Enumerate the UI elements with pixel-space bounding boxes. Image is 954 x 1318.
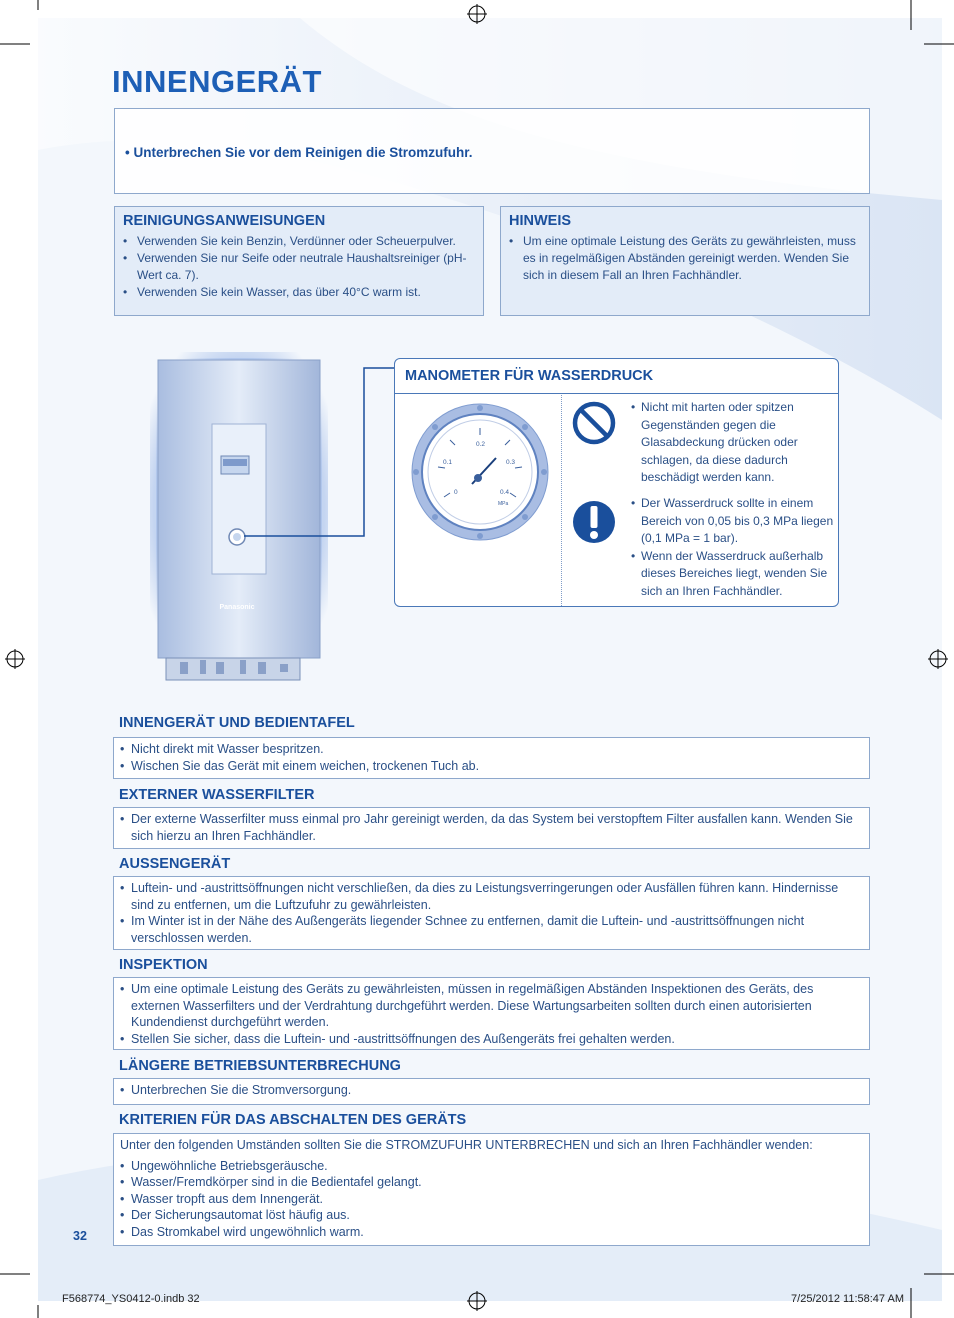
- note-title: HINWEIS: [509, 213, 572, 229]
- outdoor-section-title: AUSSENGERÄT: [119, 856, 231, 872]
- list-item: • Wischen Sie das Gerät mit einem weichen, trockenen Tuch ab.: [120, 758, 863, 775]
- list-item: • Verwenden Sie nur Seife oder neutrale Haushaltsreiniger (pH-Wert ca. 7).: [115, 250, 483, 284]
- list-item: • Nicht direkt mit Wasser bespritzen.: [120, 741, 863, 758]
- list-item: • Wasser/Fremdkörper sind in die Bedientafel gelangt.: [120, 1174, 863, 1191]
- note-box: [500, 206, 870, 316]
- caution-icon: [571, 497, 617, 547]
- panel-section-box: [113, 737, 870, 779]
- cleaning-instructions-title: REINIGUNGSANWEISUNGEN: [123, 213, 326, 229]
- footer-timestamp: 7/25/2012 11:58:47 AM: [791, 1293, 904, 1305]
- list-item: • Der Sicherungsautomat löst häufig aus.: [120, 1207, 863, 1224]
- gauge-label: 0.4: [500, 489, 510, 496]
- filter-section-title: EXTERNER WASSERFILTER: [119, 787, 315, 803]
- list-item: • Unterbrechen Sie die Stromversorgung.: [120, 1082, 863, 1099]
- longstop-section-title: LÄNGERE BETRIEBSUNTERBRECHUNG: [119, 1058, 401, 1074]
- list-item: • Wasser tropft aus dem Innengerät.: [120, 1191, 863, 1208]
- inspection-section-box: [113, 977, 870, 1050]
- footer-file-name: F568774_YS0412-0.indb 32: [62, 1293, 200, 1305]
- shutdown-section-title: KRITERIEN FÜR DAS ABSCHALTEN DES GERÄTS: [119, 1112, 467, 1128]
- list-item: • Luftein- und -austrittsöffnungen nicht verschließen, da dies zu Leistungsverringerungen oder Ausfällen führen kann. Hindernisse sind zu entfernen, um die Luftzufuhr zu gewährleisten.: [120, 880, 863, 913]
- list-item: • Verwenden Sie kein Benzin, Verdünner oder Scheuerpulver.: [115, 233, 483, 250]
- gauge-label: 0.2: [476, 441, 486, 448]
- shutdown-intro: Unter den folgenden Umständen sollten Sie die STROMZUFUHR UNTERBRECHEN und sich an Ihren Fachhändler wenden:: [120, 1138, 813, 1152]
- gauge-label: 0.1: [443, 459, 453, 466]
- list-item: • Um eine optimale Leistung des Geräts zu gewährleisten, müssen in regelmäßigen Abständen Inspektionen des Geräts, des externen Wasserfilters und der Verdrahtung durchgeführt werden. Diese Wartungsarbeiten sollten durch einen autorisierten Kundendienst durchgeführt werden.: [120, 981, 863, 1031]
- brand-logo: Panasonic: [219, 604, 255, 611]
- callout-divider: [561, 395, 562, 606]
- list-item: • Im Winter ist in der Nähe des Außengeräts liegender Schnee zu entfernen, damit die Luftein- und -austrittsöffnungen nicht verschlossen werden.: [120, 913, 863, 946]
- callout-leader-line: [240, 360, 400, 540]
- list-item: • Verwenden Sie kein Wasser, das über 40°C warm ist.: [115, 284, 483, 301]
- prohibition-icon: [571, 397, 617, 447]
- list-item: • Wenn der Wasserdruck außerhalb dieses Bereiches liegt, wenden Sie sich an Ihren Fachhändler.: [631, 548, 836, 601]
- gauge-label: 0.3: [506, 459, 516, 466]
- list-item: • Stellen Sie sicher, dass die Luftein- und -austrittsöffnungen des Außengeräts frei gehalten werden.: [120, 1031, 863, 1048]
- list-item: • Der Wasserdruck sollte in einem Bereich von 0,05 bis 0,3 MPa liegen (0,1 MPa = 1 bar).: [631, 495, 836, 548]
- gauge-unit: MPa: [498, 501, 509, 507]
- panel-section-title: INNENGERÄT UND BEDIENTAFEL: [119, 715, 355, 731]
- longstop-section-box: [113, 1078, 870, 1105]
- power-warning-text: • Unterbrechen Sie vor dem Reinigen die Stromzufuhr.: [125, 145, 473, 160]
- manometer-callout: [394, 358, 839, 607]
- prohibition-text-block: [631, 399, 836, 487]
- power-warning-box: [114, 108, 870, 194]
- manometer-title: MANOMETER FÜR WASSERDRUCK: [395, 359, 838, 394]
- list-item: • Ungewöhnliche Betriebsgeräusche.: [120, 1158, 863, 1175]
- outdoor-section-box: [113, 876, 870, 950]
- page-title: INNENGERÄT: [112, 64, 322, 99]
- list-item: • Das Stromkabel wird ungewöhnlich warm.: [120, 1224, 863, 1241]
- caution-text-block: [631, 495, 836, 600]
- pressure-gauge-icon: [410, 402, 550, 542]
- inspection-section-title: INSPEKTION: [119, 957, 208, 973]
- list-item: • Der externe Wasserfilter muss einmal pro Jahr gereinigt werden, da das System bei verstopftem Filter ausfallen kann. Wenden Sie sich hierzu an Ihren Fachhändler.: [120, 811, 863, 844]
- page-number: 32: [73, 1229, 87, 1243]
- list-item: • Um eine optimale Leistung des Geräts zu gewährleisten, muss es in regelmäßigen Abständen gereinigt werden. Wenden Sie sich in diesem Fall an Ihren Fachhändler.: [501, 233, 869, 284]
- gauge-label: 0: [454, 489, 458, 496]
- shutdown-section-box: [113, 1133, 870, 1246]
- cleaning-instructions-box: [114, 206, 484, 316]
- prohibition-text: • Nicht mit harten oder spitzen Gegenständen gegen die Glasabdeckung drücken oder schlagen, da diese dadurch beschädigt werden kann.: [631, 399, 836, 487]
- filter-section-box: [113, 807, 870, 849]
